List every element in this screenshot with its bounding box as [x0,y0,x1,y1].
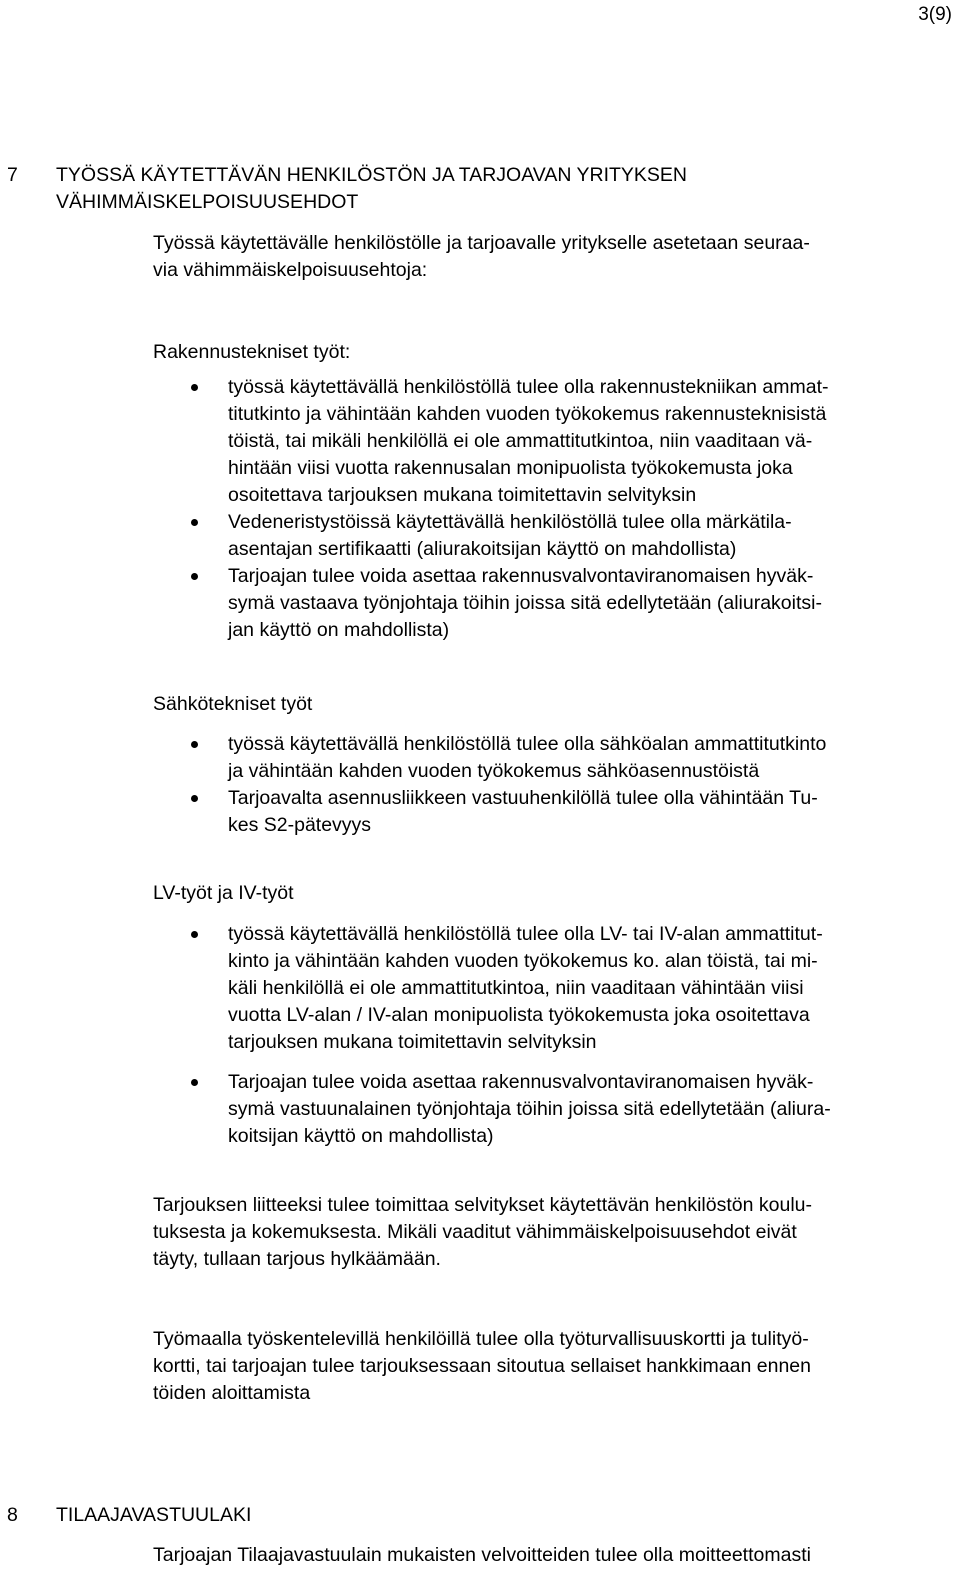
list-lv [153,921,948,1150]
text-line: jan käyttö on mahdollista) [228,619,450,641]
text-line: Tarjoajan tulee voida asettaa rakennusvalvontaviranomaisen hyväk- [228,565,814,587]
bullet-icon [191,384,198,391]
list-item [153,1069,948,1150]
text-line: koitsijan käyttö on mahdollista) [228,1125,494,1147]
safety-paragraph [153,1326,943,1407]
bullet-icon [191,741,198,748]
list-item [153,374,948,509]
text-line: Tarjoajan tulee voida asettaa rakennusvalvontaviranomaisen hyväk- [228,1071,814,1093]
text-line: osoitettava tarjouksen mukana toimitettavin selvityksin [228,484,697,506]
text-line: työssä käytettävällä henkilöstöllä tulee olla sähköalan ammattitutkinto [228,733,827,755]
section-number: 8 [7,1504,18,1526]
subheading-lv: LV-työt ja IV-työt [153,882,294,904]
list-item [153,785,948,839]
text-line: via vähimmäiskelpoisuusehtoja: [153,259,428,281]
section-title-line: TYÖSSÄ KÄYTETTÄVÄN HENKILÖSTÖN JA TARJOAVAN YRITYKSEN [56,164,688,186]
section-number: 7 [7,164,18,186]
bullet-icon [191,1079,198,1086]
text-line: kinto ja vähintään kahden vuoden työkokemus ko. alan töistä, tai mi- [228,950,818,972]
text-line: titutkinto ja vähintään kahden vuoden työkokemus rakennusteknisistä [228,403,827,425]
text-line: symä vastuunalainen työnjohtaja töihin joissa sitä edellytetään (aliura- [228,1098,831,1120]
text-line: töistä, tai mikäli henkilöllä ei ole ammattitutkintoa, niin vaaditaan vä- [228,430,813,452]
text-line: kortti, tai tarjoajan tulee tarjouksessaan sitoutua sellaiset hankkimaan ennen [153,1355,811,1377]
text-line: Vedeneristystöissä käytettävällä henkilöstöllä tulee olla märkätila- [228,511,792,533]
text-line: töiden aloittamista [153,1382,311,1404]
section-8-paragraph: Tarjoajan Tilaajavastuulain mukaisten velvoitteiden tulee olla moitteettomasti [153,1544,811,1566]
list-rakennus [153,374,948,644]
text-line: Tarjouksen liitteeksi tulee toimittaa selvitykset käytettävän henkilöstön koulu- [153,1194,812,1216]
section-title: TILAAJAVASTUULAKI [56,1504,252,1526]
intro-paragraph [153,230,943,284]
bullet-icon [191,795,198,802]
text-line: tarjouksen mukana toimitettavin selvityksin [228,1031,597,1053]
subheading-rakennus: Rakennustekniset työt: [153,341,351,363]
bullet-icon [191,931,198,938]
text-line: Työssä käytettävälle henkilöstölle ja tarjoavalle yritykselle asetetaan seuraa- [153,232,810,254]
attachments-paragraph [153,1192,943,1273]
text-line: kes S2-pätevyys [228,814,372,836]
text-line: tuksesta ja kokemuksesta. Mikäli vaaditut vähimmäiskelpoisuusehdot eivät [153,1221,797,1243]
list-item [153,731,948,785]
page-number: 3(9) [918,4,952,25]
bullet-icon [191,573,198,580]
list-item [153,921,948,1056]
text-line: täyty, tullaan tarjous hylkäämään. [153,1248,441,1270]
text-line: hintään viisi vuotta rakennusalan monipuolista työkokemusta joka [228,457,793,479]
text-line: vuotta LV-alan / IV-alan monipuolista työkokemusta joka osoitettava [228,1004,810,1026]
text-line: työssä käytettävällä henkilöstöllä tulee olla LV- tai IV-alan ammattitut- [228,923,823,945]
bullet-icon [191,519,198,526]
subheading-sahko: Sähkötekniset työt [153,693,313,715]
section-title [56,162,936,216]
list-item [153,509,948,563]
text-line: Työmaalla työskentelevillä henkilöillä tulee olla työturvallisuuskortti ja tulityö- [153,1328,809,1350]
section-title-line: VÄHIMMÄISKELPOISUUSEHDOT [56,191,359,213]
text-line: ja vähintään kahden vuoden työkokemus sähköasennustöistä [228,760,760,782]
text-line: työssä käytettävällä henkilöstöllä tulee olla rakennustekniikan ammat- [228,376,829,398]
list-item [153,563,948,644]
text-line: Tarjoavalta asennusliikkeen vastuuhenkilöllä tulee olla vähintään Tu- [228,787,818,809]
text-line: käli henkilöllä ei ole ammattitutkintoa, niin vaaditaan vähintään viisi [228,977,804,999]
text-line: asentajan sertifikaatti (aliurakoitsijan käyttö on mahdollista) [228,538,737,560]
text-line: symä vastaava työnjohtaja töihin joissa sitä edellytetään (aliurakoitsi- [228,592,822,614]
list-sahko [153,731,948,839]
